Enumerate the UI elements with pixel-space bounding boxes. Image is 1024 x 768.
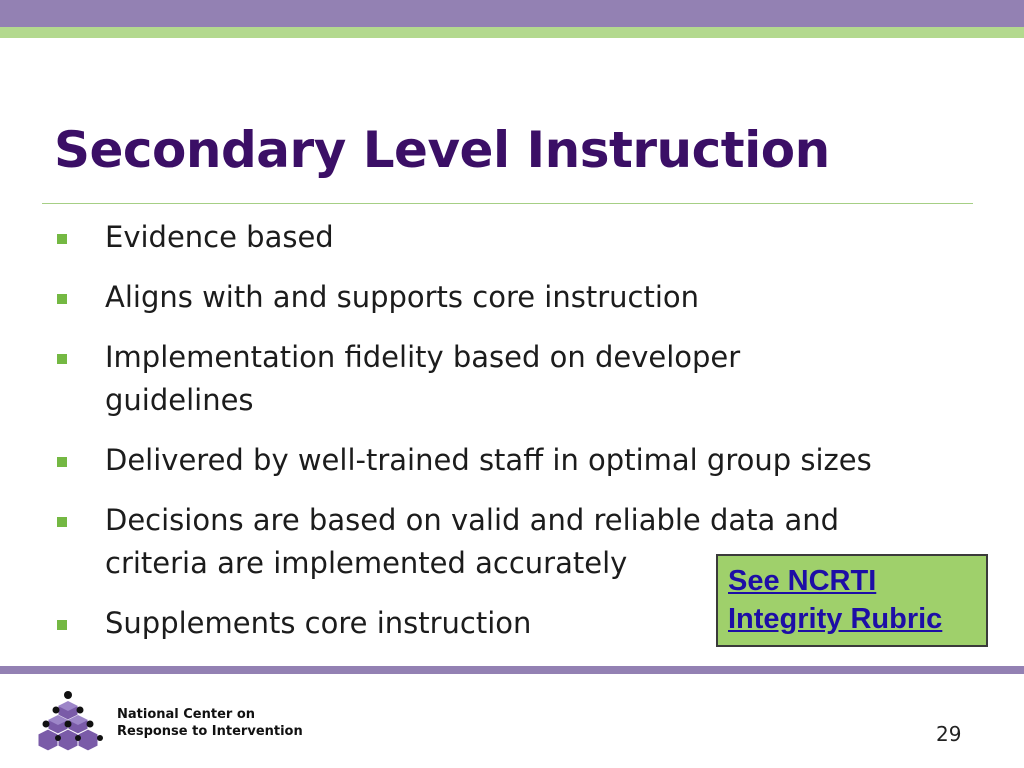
bullet-text: Delivered by well-trained staff in optimal group sizes [105, 443, 872, 477]
bullet-item [54, 336, 974, 422]
bullet-text: Aligns with and supports core instruction [105, 280, 700, 314]
bullet-text: Decisions are based on valid and reliable data and criteria are implemented accurately [105, 503, 840, 580]
square-bullet-icon [57, 517, 67, 527]
bullet-text: Implementation fidelity based on developer guidelines [105, 340, 741, 417]
slide-title: Secondary Level Instruction [54, 121, 830, 179]
bullet-text: Supplements core instruction [105, 606, 532, 640]
top-purple-band [0, 0, 1024, 27]
page-number: 29 [936, 722, 962, 746]
square-bullet-icon [57, 457, 67, 467]
org-name: National Center on Response to Intervention [117, 707, 303, 739]
bullet-text: Evidence based [105, 220, 334, 254]
stacked-cubes-logo-icon [38, 688, 108, 752]
rubric-callout-box [716, 554, 988, 647]
top-green-band [0, 27, 1024, 38]
square-bullet-icon [57, 620, 67, 630]
square-bullet-icon [57, 234, 67, 244]
title-divider [42, 203, 973, 204]
footer-purple-bar [0, 666, 1024, 674]
bullet-item [54, 216, 974, 259]
bullet-item [54, 276, 974, 319]
ncrti-rubric-link[interactable]: See NCRTI Integrity Rubric [728, 565, 943, 635]
square-bullet-icon [57, 354, 67, 364]
square-bullet-icon [57, 294, 67, 304]
bullet-item [54, 439, 974, 482]
